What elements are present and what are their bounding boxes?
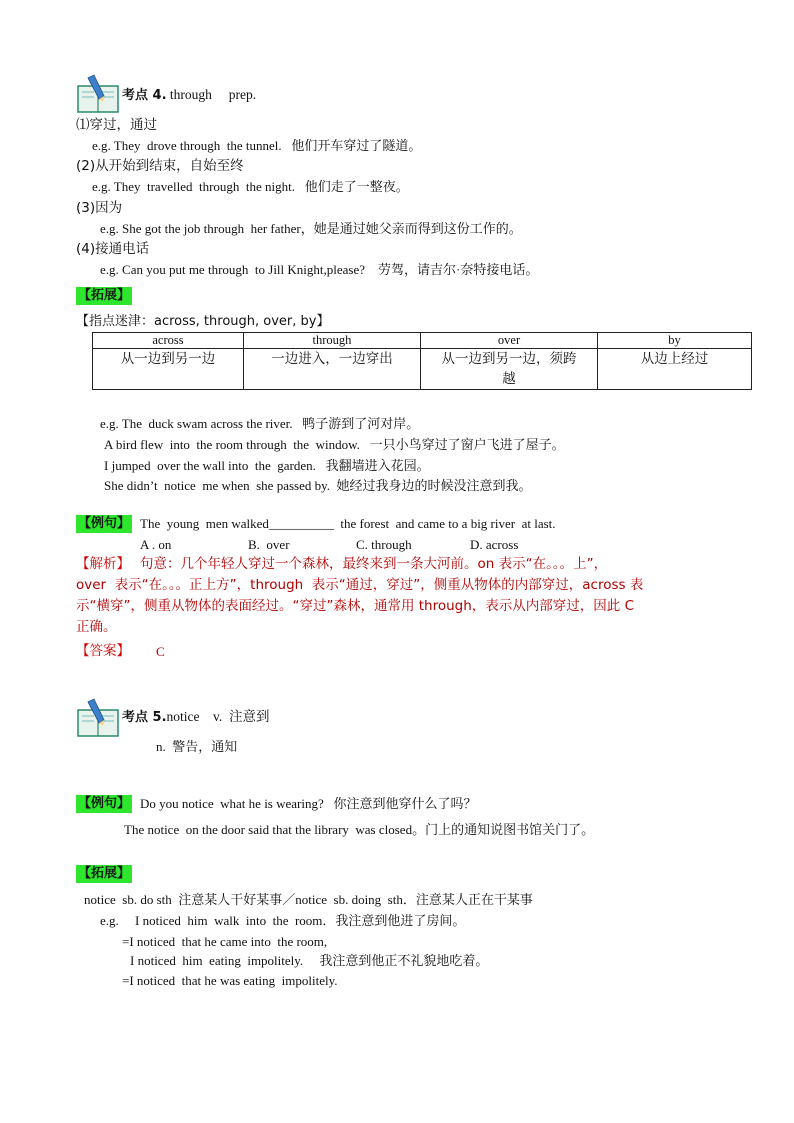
example-line-4: She didn’t notice me when she passed by. 她经过我身边的时候没注意到我。	[104, 478, 532, 493]
example-tag-2: 【例句】	[78, 796, 131, 811]
table-cell-across: 从一边到另一边	[93, 349, 244, 390]
example-line-3: I jumped over the wall into the garden. 我翻墙进入花园。	[104, 458, 430, 473]
q2-line-1: Do you notice what he is wearing? 你注意到他穿什么了吗？	[140, 796, 477, 811]
kp4-example-4: e.g. Can you put me through to Jill Knight,please? 劳驾，请吉尔·奈特接电话。	[100, 262, 539, 277]
table-header-by: by	[598, 333, 752, 349]
answer-label: 【答案】	[76, 643, 130, 659]
answer-value: C	[156, 644, 165, 659]
table-cell-over-line2: 越	[502, 371, 516, 387]
table-cell-over-line1: 从一边到另一边，须跨	[441, 351, 577, 367]
guide-heading: 【指点迷津：across, through, over, by】	[76, 314, 330, 329]
kp5-line-2: n. 警告，通知	[156, 739, 238, 754]
analysis-label: 【解析】	[76, 556, 130, 572]
option-b: B. over	[248, 537, 290, 552]
table-header-over: over	[421, 333, 598, 349]
kp4-meaning-4: (4)接通电话	[76, 241, 150, 257]
kp4-meaning-1: ⑴穿过，通过	[76, 117, 157, 133]
option-d: D. across	[470, 537, 519, 552]
expand-tag-1: 【拓展】	[78, 288, 131, 303]
example-line-2: A bird flew into the room through the window. 一只小鸟穿过了窗户飞进了屋子。	[104, 437, 565, 452]
table-header-through: through	[244, 333, 421, 349]
kp4-title-rest: through prep.	[166, 87, 257, 102]
kp5-title-bold: 考点 5.	[122, 710, 167, 725]
question-stem: The young men walked__________ the forest and came to a big river at last.	[140, 516, 556, 531]
kp4-example-1: e.g. They drove through the tunnel. 他们开车穿过了隧道。	[92, 138, 422, 153]
analysis-line-1: 句意：几个年轻人穿过一个森林，最终来到一条大河前。on 表示“在。。。上”，	[140, 556, 608, 572]
kp4-example-2: e.g. They travelled through the night. 他们走了一整夜。	[92, 179, 409, 194]
book-pencil-icon	[76, 698, 120, 738]
analysis-line-2: over 表示“在。。。正上方”，through 表示“通过，穿过”，侧重从物体的内部穿过，across 表	[76, 577, 644, 593]
kp4-title-bold: 考点 4.	[122, 88, 167, 103]
expand2-line-3: I noticed him eating impolitely. 我注意到他正不礼貌地吃着。	[130, 953, 489, 968]
option-c: C. through	[356, 537, 412, 552]
option-a: A . on	[140, 537, 172, 552]
expand-tag-2: 【拓展】	[78, 866, 131, 881]
table-header-across: across	[93, 333, 244, 349]
comparison-table	[92, 332, 752, 390]
analysis-line-3: 示“横穿”，侧重从物体的表面经过。“穿过”森林，通常用 through，表示从内部穿过，因此 C	[76, 598, 635, 614]
kp4-title	[122, 86, 256, 105]
analysis-line-4: 正确。	[76, 619, 117, 635]
table-cell-by: 从边上经过	[598, 349, 752, 390]
kp5-title	[122, 708, 270, 727]
kp4-meaning-3: (3)因为	[76, 200, 123, 216]
expand2-line-4: =I noticed that he was eating impolitely.	[122, 973, 338, 988]
kp5-title-rest: notice v. 注意到	[166, 709, 270, 724]
expand2-rule: notice sb. do sth 注意某人干好某事／notice sb. doing sth．注意某人正在干某事	[84, 892, 533, 907]
expand2-line-2: =I noticed that he came into the room,	[122, 934, 328, 949]
q2-line-2: The notice on the door said that the library was closed。门上的通知说图书馆关门了。	[124, 822, 595, 837]
example-line-1: e.g. The duck swam across the river. 鸭子游到了河对岸。	[100, 416, 420, 431]
expand2-line-1: e.g. I noticed him walk into the room．我注意到他进了房间。	[100, 913, 466, 928]
table-cell-over	[421, 349, 598, 390]
example-tag-1: 【例句】	[78, 516, 131, 531]
table-cell-through: 一边进入，一边穿出	[244, 349, 421, 390]
kp4-meaning-2: (2)从开始到结束，自始至终	[76, 158, 244, 174]
book-pencil-icon	[76, 74, 120, 114]
kp4-example-3: e.g. She got the job through her father，她是通过她父亲而得到这份工作的。	[100, 221, 522, 236]
